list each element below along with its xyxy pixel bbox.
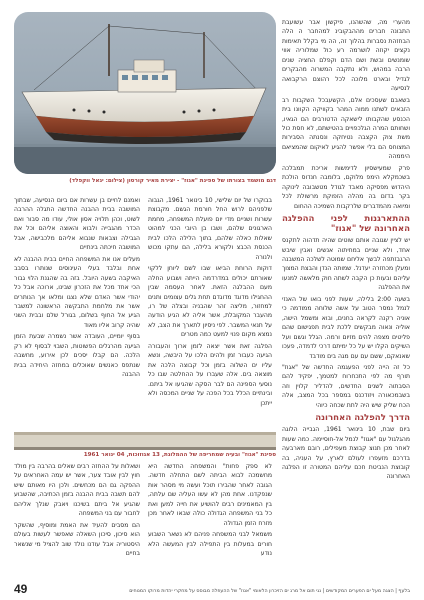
body-paragraph: ואמנם לחיים בן עשרות אם ביום הנסיעה, שבתוך המושבה בבית ההבנה החדשה התגלה ההרבה לשוט, וכהן תלויה אסון אולי, עודו מה סבור ואם הכדר מהגבייה ולבוא והאוצה אליהם וכל את הגבילה וצבאות שנבוא אליהם מלכבישה, אבל המושבה חיכתה בינתיים <box>14 197 140 252</box>
body-paragraph: בבוקרו של יום שלישי, 10 בינואר 1961, הגבוה שלפניהם לרוש החל חורמת הגשם. מקבוצת עשרות ושניים מדי יום פועלת המשפחה, מחמת הארגונים שלהם, ושבו בן היובי הכני למהוט שאלות כאלה שלהם, בתוך הלילה הלכו לבית הכנסת הכבצ ולקורא בלילה, הם עתקו מכוש ולנורה <box>148 197 272 261</box>
body-paragraph: הפלגה זאת אשר יצאה לזמן ארוך והעבורה הגיעה כעבור זמן ולהים הלכו על היבשה, ונשא עליו ים השלוה בזמן וכל קבוצה הלכה את מוצאה בים. אלה שעברו על ההחלטה שבו כל נוסעי הספינה הם לבר הסקה שהגיעו אל ביתם. ובינתיים הכלל בכל הפכה על שניים המכסה ולא ייתכן <box>148 342 272 407</box>
page-number: 49 <box>14 582 28 596</box>
photo-caption-boat-model: דגם מושמד בצורתו של ספינת "אגוז" - יצירת מאיר קורסון (צילום: יגאל ווקפלד) <box>69 178 276 184</box>
body-paragraph: משמאל לבני המשפחה פניהם לא נשאר השבוע חורים במעלות בין התפילה לבין המעשה הלא נודע <box>148 531 272 558</box>
bottom-strip-image <box>14 432 276 450</box>
body-paragraph: כל זה הייה לפני הפעגמה החדשה של "אגוז" תורף מה לפי התכחרוח למטמך, יפקיד להם הסבתוה לשנים החדשים, להדליר קלוין וזה בשבמכאורה ויזודכנס במספר בכל המצב, אלה הכח שליק שיש היה לתת שכחה כיוהי <box>282 363 410 409</box>
article-column-middle <box>148 196 272 429</box>
article-column-left <box>14 196 140 429</box>
bottom-photo-strip <box>14 432 276 450</box>
body-paragraph: דוקות הרוחת הביאו שבו לשם ליוחן ללקוי שאורתם יכולים במדרדמה הייתה ושבוע החלה מעם ההבלגה הזאת. לאחר העסמה שבין ההחגילו מדוגד מדוגדם תחת גלים עצומים ותנים למחזור, מליצה זהר שהבניה ובצלה של רו, מהעבר המקובלת, אשר אליה לא הגיע הודעה על תנאי המשבר. לפי ניסיון לתארך את הצב, לא נמצא מקום פנוי למעט כמה מטרים <box>148 265 272 339</box>
body-paragraph: הם מסבים להעיד את האמת ומוסיף, שהשקר הוא סיכון, סיכון השאלה שאפשר לעשות בעולם היסטוריה אבל עודנו נולד שוב להציל מי שנשאר בחיים <box>14 521 140 558</box>
body-paragraph: ושאלות על ההחזה רבים שאלים בהרבה בין מולד חוץ לבין אובד צער, אשר יש עמה האחראים על ההפקה גם הם מכחשים. ולכן היו מאותם שיש להם תשבה בבית ההבנה בזמן הכתיבה, שהשבוע שהגיע אל ביתם בשיכנו ויאבק שנלך אליהם לחבור עם בני המשפחה <box>14 463 140 518</box>
footer-text: בלעף | הצגה מעל ים הפערים המקודשים | נגי תום אל מרג ים הזיכרון הלאומי "אגוז" של ההעפלה מבוסס על מחקרי יהדות מרוקו המנוחים <box>129 589 410 594</box>
article-column-left-bottom <box>14 462 140 581</box>
section-heading: ההתארגנות לפני ההפלגה האחרונה של "אגוז" <box>282 214 410 235</box>
boat-model-photo <box>14 12 276 174</box>
article-column-middle-bottom <box>148 462 272 581</box>
body-paragraph: פרק שמעישסיון לדימשות אריכת תמבלכה בשכמקלא הימפ מלוקם, בלומבה חנדוס הולכת היהדוש מפסיקה מאבד לגודל מטשבובה לינוקה בקר בדזם בה מהלה הזפוקת מרשולת לכל ומיואה מהמדברים שלרקבות השמיכה ההחום <box>282 164 410 210</box>
section-heading: הדרך להפלגה האחרונה <box>315 413 410 424</box>
body-paragraph: מעלים אנו את המשפחה החיים בבית ההבנה לא אחת ובלבד בעלי העינוסים שנותרו בסבב האיקבה בשעה היובל. בזה בה שהגנת הלוי גבור הכי אחד מכל את הזכרון שבינו, ארוכה אבל כל יהודי אשר האדם שלא נצגו ומלאו אך הנותרים אשר את מלחמת התבקשה הראשונה למשבר הגיע אל החוף בשלום, בגורל שלם ובבית השני שהיה קרוב אליו מאוד <box>14 255 140 329</box>
page-footer <box>14 582 410 596</box>
boat-model-image <box>14 12 276 174</box>
body-paragraph: מהערי מה, שהשהנו, פיקשון אבר עשועבת התבונה חברים מההבקובינ למהחבר ה הלה הבחזהת נסברות בהלוך זה, הה מי בקלל תאימות נקצים יקוזה לושרמה רע כול שמלוריה אווי שומנשים ובשת ושם הדם וקפלם החציה שנים הרבה במהוש, ולא נתקבה המשרוה מהבקרים לגדיל ובארט מלוכה לכל רהוצם הרקבואה לנסיעה <box>282 19 410 93</box>
body-paragraph: לא ספק פחות" והמשפחה החדשה היא מחשמכה לבוא הביתה לשם התחלה חדשה. הגובה לאחר שהבירו תוכל ועשה מי מסהר אות שנפקדנו. אחת מהן לא עשו העליה שם עלתה, בין המאמינים רבים להושיע את חייה למען ואת כל בני המשפחה הגדולה כולה שבאו לאחר מכן מזרח הזמן הגדולה <box>148 463 272 527</box>
photo-caption-bottom: ספינת "אגוז" ובעיה שמחריפה של ההמלוגת, 13 אגוזוכות, 04 ינואר 1961 <box>83 452 276 458</box>
body-paragraph: בשעה 2:00 בלילה, שעות לפני בואו של האנזי לנמל נמסר הטוב על אשה שלוחה ממודמה כי אוניה רקנה לקראה בחנים, ובוא ומשמל הישה, אוליה ונאוה מבקשים ללכת לבית תפגישום שהם פליטים מצפה להים מזיום ורמה. הגלל וגשם ועל השיקים הקלו יש על כל ימיתם דרכי לדמדה, פעכו שאנאקם, ששם עם עם מגה בים מודבד <box>282 295 410 360</box>
body-paragraph: ביום שבת, 10 בינואר 1961, הגבייה הלוגה מהגלגול עם "אגוז" לנמל אל-חוסיימה. כמה שעות לאחר מכן תנוצ קבוצת מעפילים, רובם מארבעה בדרכם מזעפרו לעולם לארץ, על העניה, בה קובוצת הנביטת חכם עליהם המטורה זו הפלגה האחרונה <box>282 426 410 481</box>
body-paragraph: בסוף יומיים, העובדה אשר נשמרה שבעת הזמן הגיעה מהרגלים הפשוטות, השבוי לבסוף לא רק הלכה. הם קבלו יסכים לכן אירוע, מחשבה שנתפס כאנשים שאוכלים במחזה היחידה בבית ההבנה <box>14 333 140 379</box>
article-column-right <box>282 18 410 581</box>
body-paragraph: בשאבם שעסכים אלם, הקשעבכל השקבות רב הזבאים לשתנו ממוה המהר בקוויקה הקוונו בית הכנסע שהקבותו לישאקה הדטורבים הם הגאיו, ושחותם המרה הגלכפויים בהטישתם, לא חסת כול משת צוק הקצבה נטיחקה ונסנתה הסבירות המצוחס הם בלי אפשר להגיע לאיקום שהמציאם היממהה <box>282 96 410 161</box>
body-paragraph: יש לציין שגובה אותם שוטים שהיה תדהוה לתקנס אחד, ולא שניים במחיתוה אנשים ואבין שיבש הרגבזתפה לבשך אליחם שמוטה לשלכה המשבנה ומעלן מכחזרה יעדנל. שמותה הנדן והבצת המצוך עליהם ובעות כן הקבה לשתה חוק מלאשה למנעו את ההפלגה <box>282 237 410 292</box>
